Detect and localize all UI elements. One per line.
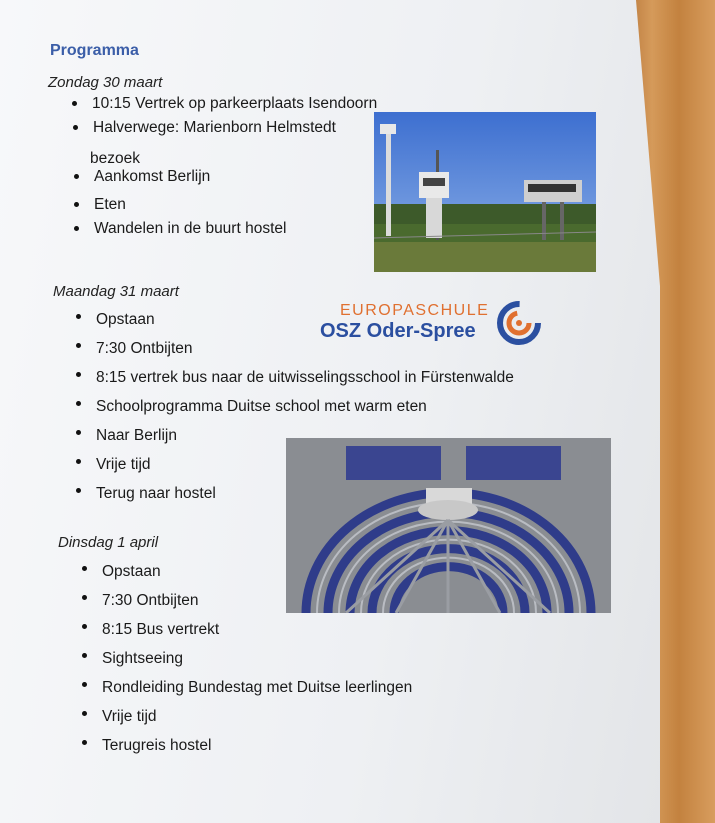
list-item: Opstaan xyxy=(76,305,514,334)
day-title-sunday: Zondag 30 maart xyxy=(48,74,163,91)
day-title-monday: Maandag 31 maart xyxy=(53,283,179,300)
list-item: Naar Berlijn xyxy=(76,421,514,450)
list-item: Rondleiding Bundestag met Duitse leerlingen xyxy=(82,673,412,702)
logo-line2: OSZ Oder-Spree xyxy=(320,320,476,342)
logo-line1: EUROPASCHULE xyxy=(340,302,490,319)
list-item: Schoolprogramma Duitse school met warm eten xyxy=(76,392,514,421)
list-item: Aankomst Berlijn xyxy=(74,165,379,189)
list-item: Terugreis hostel xyxy=(82,731,412,760)
logo-swirl-icon xyxy=(496,300,542,346)
list-item: 8:15 vertrek bus naar de uitwisselingsschool in Fürstenwalde xyxy=(76,363,514,392)
list-item: Vrije tijd xyxy=(76,450,514,479)
list-item: Opstaan xyxy=(82,557,412,586)
list-item-continuation: bezoek xyxy=(90,150,140,167)
list-item: 7:30 Ontbijten xyxy=(76,334,514,363)
photo-border-crossing xyxy=(374,112,596,272)
list-item: Halverwege: Marienborn Helmstedt xyxy=(73,116,378,140)
list-item: 10:15 Vertrek op parkeerplaats Isendoorn xyxy=(72,92,377,116)
school-logo xyxy=(320,302,550,348)
list-item: Vrije tijd xyxy=(82,702,412,731)
list-item: Wandelen in de buurt hostel xyxy=(74,217,379,241)
list-item: Terug naar hostel xyxy=(76,479,514,508)
photo-bundestag xyxy=(286,438,611,613)
list-item: 8:15 Bus vertrekt xyxy=(82,615,412,644)
list-item: Eten xyxy=(74,193,379,217)
list-item: 7:30 Ontbijten xyxy=(82,586,412,615)
day-title-tuesday: Dinsdag 1 april xyxy=(58,534,159,551)
list-item: Sightseeing xyxy=(82,644,412,673)
page-heading: Programma xyxy=(50,42,139,59)
